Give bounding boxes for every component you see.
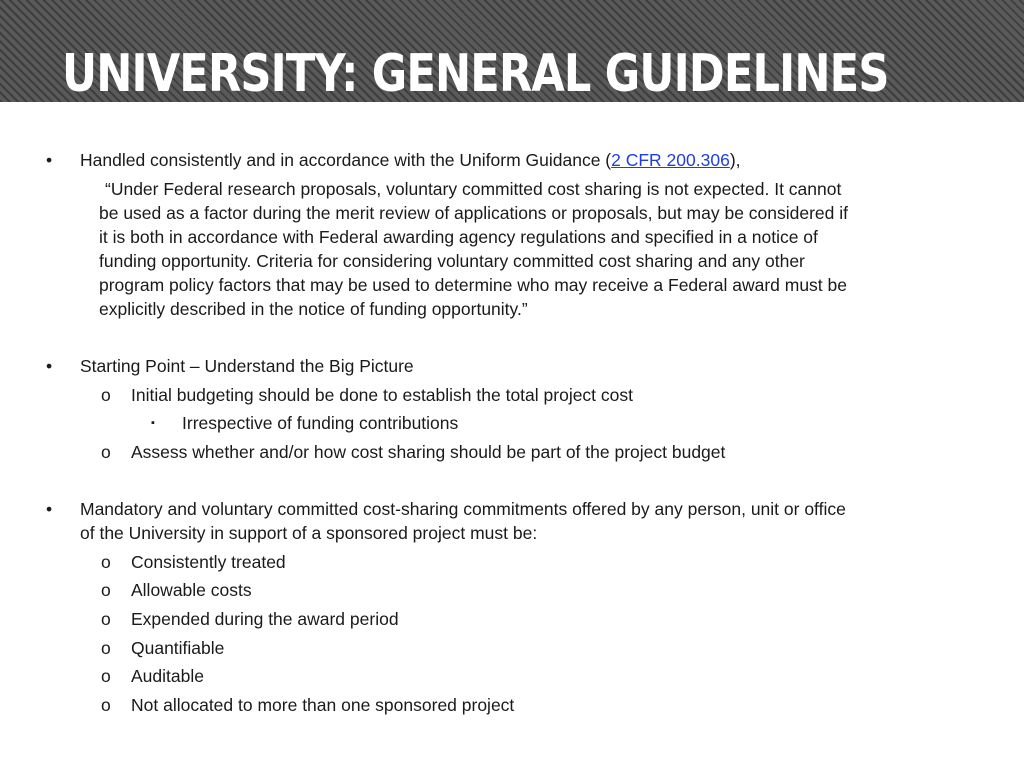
bullet-marker: • — [46, 150, 53, 170]
quote-line: it is both in accordance with Federal awarding agency regulations and specified in a notice of — [99, 227, 818, 247]
sub-bullet-marker: o — [101, 580, 111, 600]
sub-bullet-marker: o — [101, 609, 111, 629]
bullet-marker: • — [46, 356, 53, 376]
slide-title: UNIVERSITY: GENERAL GUIDELINES — [62, 44, 889, 102]
sub-item: Assess whether and/or how cost sharing should be part of the project budget — [131, 442, 726, 462]
sub-bullet-marker: o — [101, 638, 111, 658]
guidance-bullet — [80, 148, 741, 172]
cfr-link[interactable]: 2 CFR 200.306 — [611, 150, 730, 170]
mandatory-heading-line: Mandatory and voluntary committed cost-sharing commitments offered by any person, unit or office — [80, 499, 846, 519]
square-bullet-marker: ▪ — [151, 417, 155, 429]
quote-line: explicitly described in the notice of funding opportunity.” — [99, 299, 528, 319]
sub-sub-item: Irrespective of funding contributions — [182, 413, 459, 433]
guidance-intro-end: ), — [729, 150, 741, 170]
bullet-marker: • — [46, 499, 53, 519]
sub-bullet-marker: o — [101, 442, 111, 462]
sub-item: Initial budgeting should be done to establish the total project cost — [131, 385, 634, 405]
requirement-item: Allowable costs — [131, 580, 252, 600]
quote-line: program policy factors that may be used to determine who may receive a Federal award must be — [99, 275, 847, 295]
requirement-item: Expended during the award period — [131, 609, 399, 629]
mandatory-heading-line: of the University in support of a sponsored project must be: — [80, 523, 538, 543]
requirement-item: Auditable — [131, 666, 204, 686]
requirement-item: Consistently treated — [131, 552, 286, 572]
sub-bullet-marker: o — [101, 385, 111, 405]
requirement-item: Quantifiable — [131, 638, 225, 658]
quote-line: funding opportunity. Criteria for considering voluntary committed cost sharing and any other — [99, 251, 805, 271]
sub-bullet-marker: o — [101, 695, 111, 715]
guidance-intro-text: Handled consistently and in accordance with the Uniform Guidance ( — [80, 150, 612, 170]
starting-point-heading: Starting Point – Understand the Big Picture — [80, 356, 414, 376]
sub-bullet-marker: o — [101, 666, 111, 686]
requirement-item: Not allocated to more than one sponsored project — [131, 695, 515, 715]
quote-line: be used as a factor during the merit review of applications or proposals, but may be considered if — [99, 203, 849, 223]
sub-bullet-marker: o — [101, 552, 111, 572]
quote-line: “Under Federal research proposals, voluntary committed cost sharing is not expected. It cannot — [105, 179, 842, 199]
